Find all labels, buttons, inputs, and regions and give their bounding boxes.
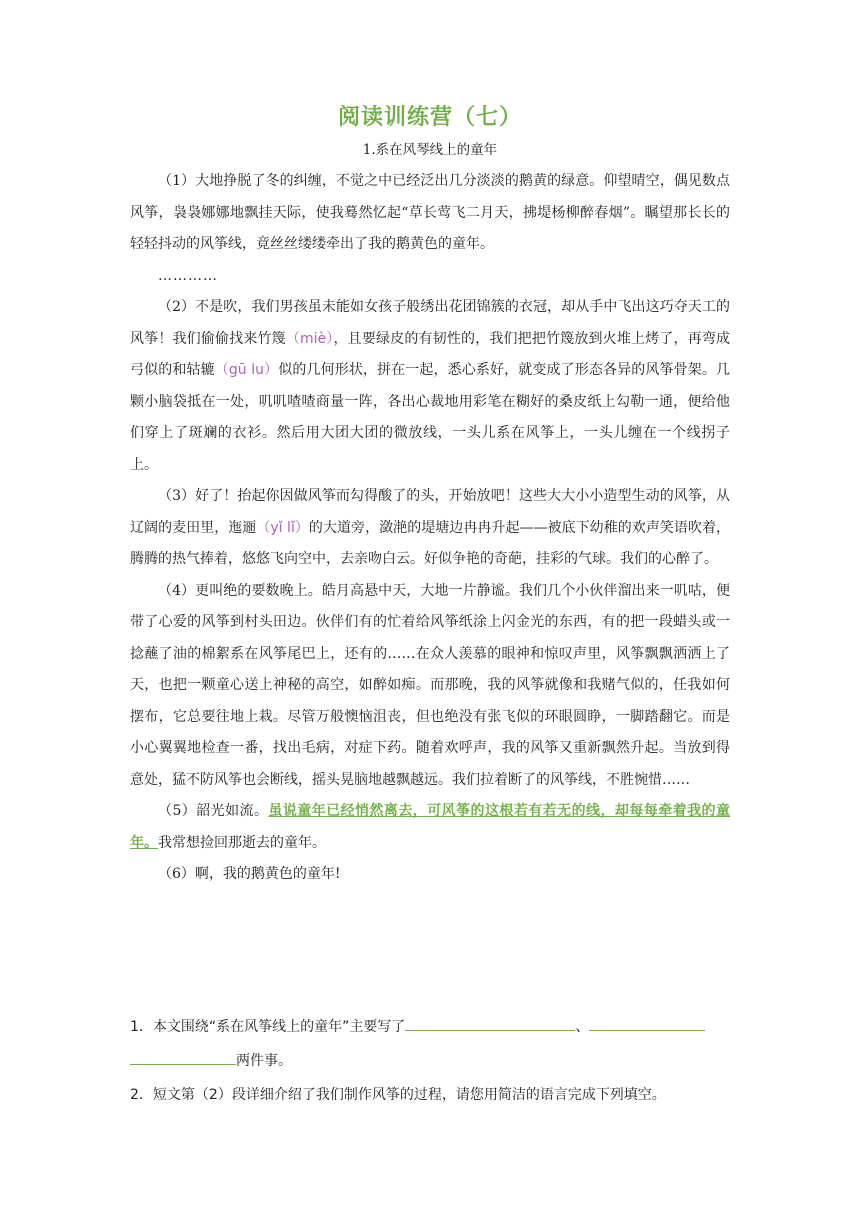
p5-text-b: 我常想捡回那逝去的童年。 [158, 834, 326, 851]
p2-text-c: 似的几何形状，拼在一起，悉心系好，就变成了形态各异的风筝骨架。几颗小脑袋抵在一处，叽叽喳喳商量一阵，各出心裁地用彩笔在糊好的桑皮纸上勾勒一通，便给他们穿上了斑斓的衣衫。然后用大团大团的微放线，一头儿系在风筝上，一头儿缠在一个线拐子上。 [130, 362, 730, 473]
article-body [130, 166, 730, 891]
question-1-tail: 两件事。 [236, 1052, 292, 1069]
answer-blank-1[interactable] [405, 1010, 575, 1031]
paragraph-1: （1）大地挣脱了冬的纠缠，不觉之中已经泛出几分淡淡的鹅黄的绿意。仰望晴空，偶见数点风筝，袅袅娜娜地飘挂天际，使我蓦然忆起“草长莺飞二月天，拂堤杨柳醉春烟”。瞩望那长长的轻轻抖动的风筝线，竟丝丝缕缕牵出了我的鹅黄色的童年。 [130, 173, 730, 252]
question-1-text: 1．本文围绕“系在风筝线上的童年”主要写了 [130, 1019, 406, 1035]
highlighted-sentence: 虽说童年已经悄然离去，可风筝的这根若有若无的线，却每每牵着我的童年。 [130, 803, 730, 851]
pinyin-annotation-yili: （yǐ lǐ） [256, 519, 309, 536]
answer-blank-2[interactable] [589, 1010, 705, 1031]
pinyin-annotation-gulu: （gū lu） [214, 362, 279, 378]
ellipsis-line: ………… [158, 267, 218, 284]
paragraph-5 [130, 796, 730, 859]
answer-blank-3[interactable] [130, 1044, 236, 1065]
p3-text-a: （3）好了！抬起你因做风筝而勾得酸了的头，开始放吧！这些大大小小造型生动的风筝，从辽阔的麦田里，迤逦 [130, 488, 730, 536]
pinyin-annotation-mie: （miè） [285, 330, 334, 347]
paragraph-3 [130, 481, 730, 576]
p5-text-a: （5）韶光如流。 [158, 803, 269, 819]
question-1-separator: 、 [575, 1019, 590, 1035]
paragraph-4: （4）更叫绝的要数晚上。皓月高悬中天，大地一片静谧。我们几个小伙伴溜出来一叽咕，便带了心爱的风筝到村头田边。伙伴们有的忙着给风筝纸涂上闪金光的东西，有的把一段蜡头或一捻蘸了油的棉絮系在风筝尾巴上，还有的……在众人羡慕的眼神和惊叹声里，风筝飘飘洒洒上了天，也把一颗童心送上神秘的高空，如醉如痴。而那晚，我的风筝就像和我赌气似的，任我如何摆布，它总要往地上栽。尽管万般懊恼沮丧，但也绝没有张飞似的环眼圆睁，一脚踏翻它。而是小心翼翼地检查一番，找出毛病，对症下药。随着欢呼声，我的风筝又重新飘然升起。当放到得意处，猛不防风筝也会断线，摇头晃脑地越飘越远。我们拉着断了的风筝线，不胜惋惜…… [130, 582, 730, 788]
p2-text-b: ，且要绿皮的有韧性的，我们把把竹篾放到火堆上烤了，再弯成弓似的和轱辘 [130, 330, 731, 378]
paragraph-2 [130, 292, 730, 481]
question-2: 2．短文第（2）段详细介绍了我们制作风筝的过程，请您用简洁的语言完成下列填空。 [130, 1087, 666, 1103]
paragraph-6: （6）啊，我的鹅黄色的童年! [158, 866, 341, 882]
question-1 [130, 1010, 730, 1077]
article-title: 1.系在风琴线上的童年 [362, 142, 498, 158]
p2-text-a: （2）不是吹，我们男孩虽未能如女孩子般绣出花团锦簇的衣冠，却从手中飞出这巧夺天工的风筝！我们偷偷找来竹篾 [130, 299, 730, 347]
p3-text-b: 的大道旁，潋滟的堤塘边冉冉升起——被底下幼稚的欢声笑语吹着，腾腾的热气捧着，悠悠飞向空中，去亲吻白云。好似争艳的奇葩，挂彩的气球。我们的心醉了。 [130, 519, 731, 567]
page-title: 阅读训练营（七） [337, 105, 522, 130]
